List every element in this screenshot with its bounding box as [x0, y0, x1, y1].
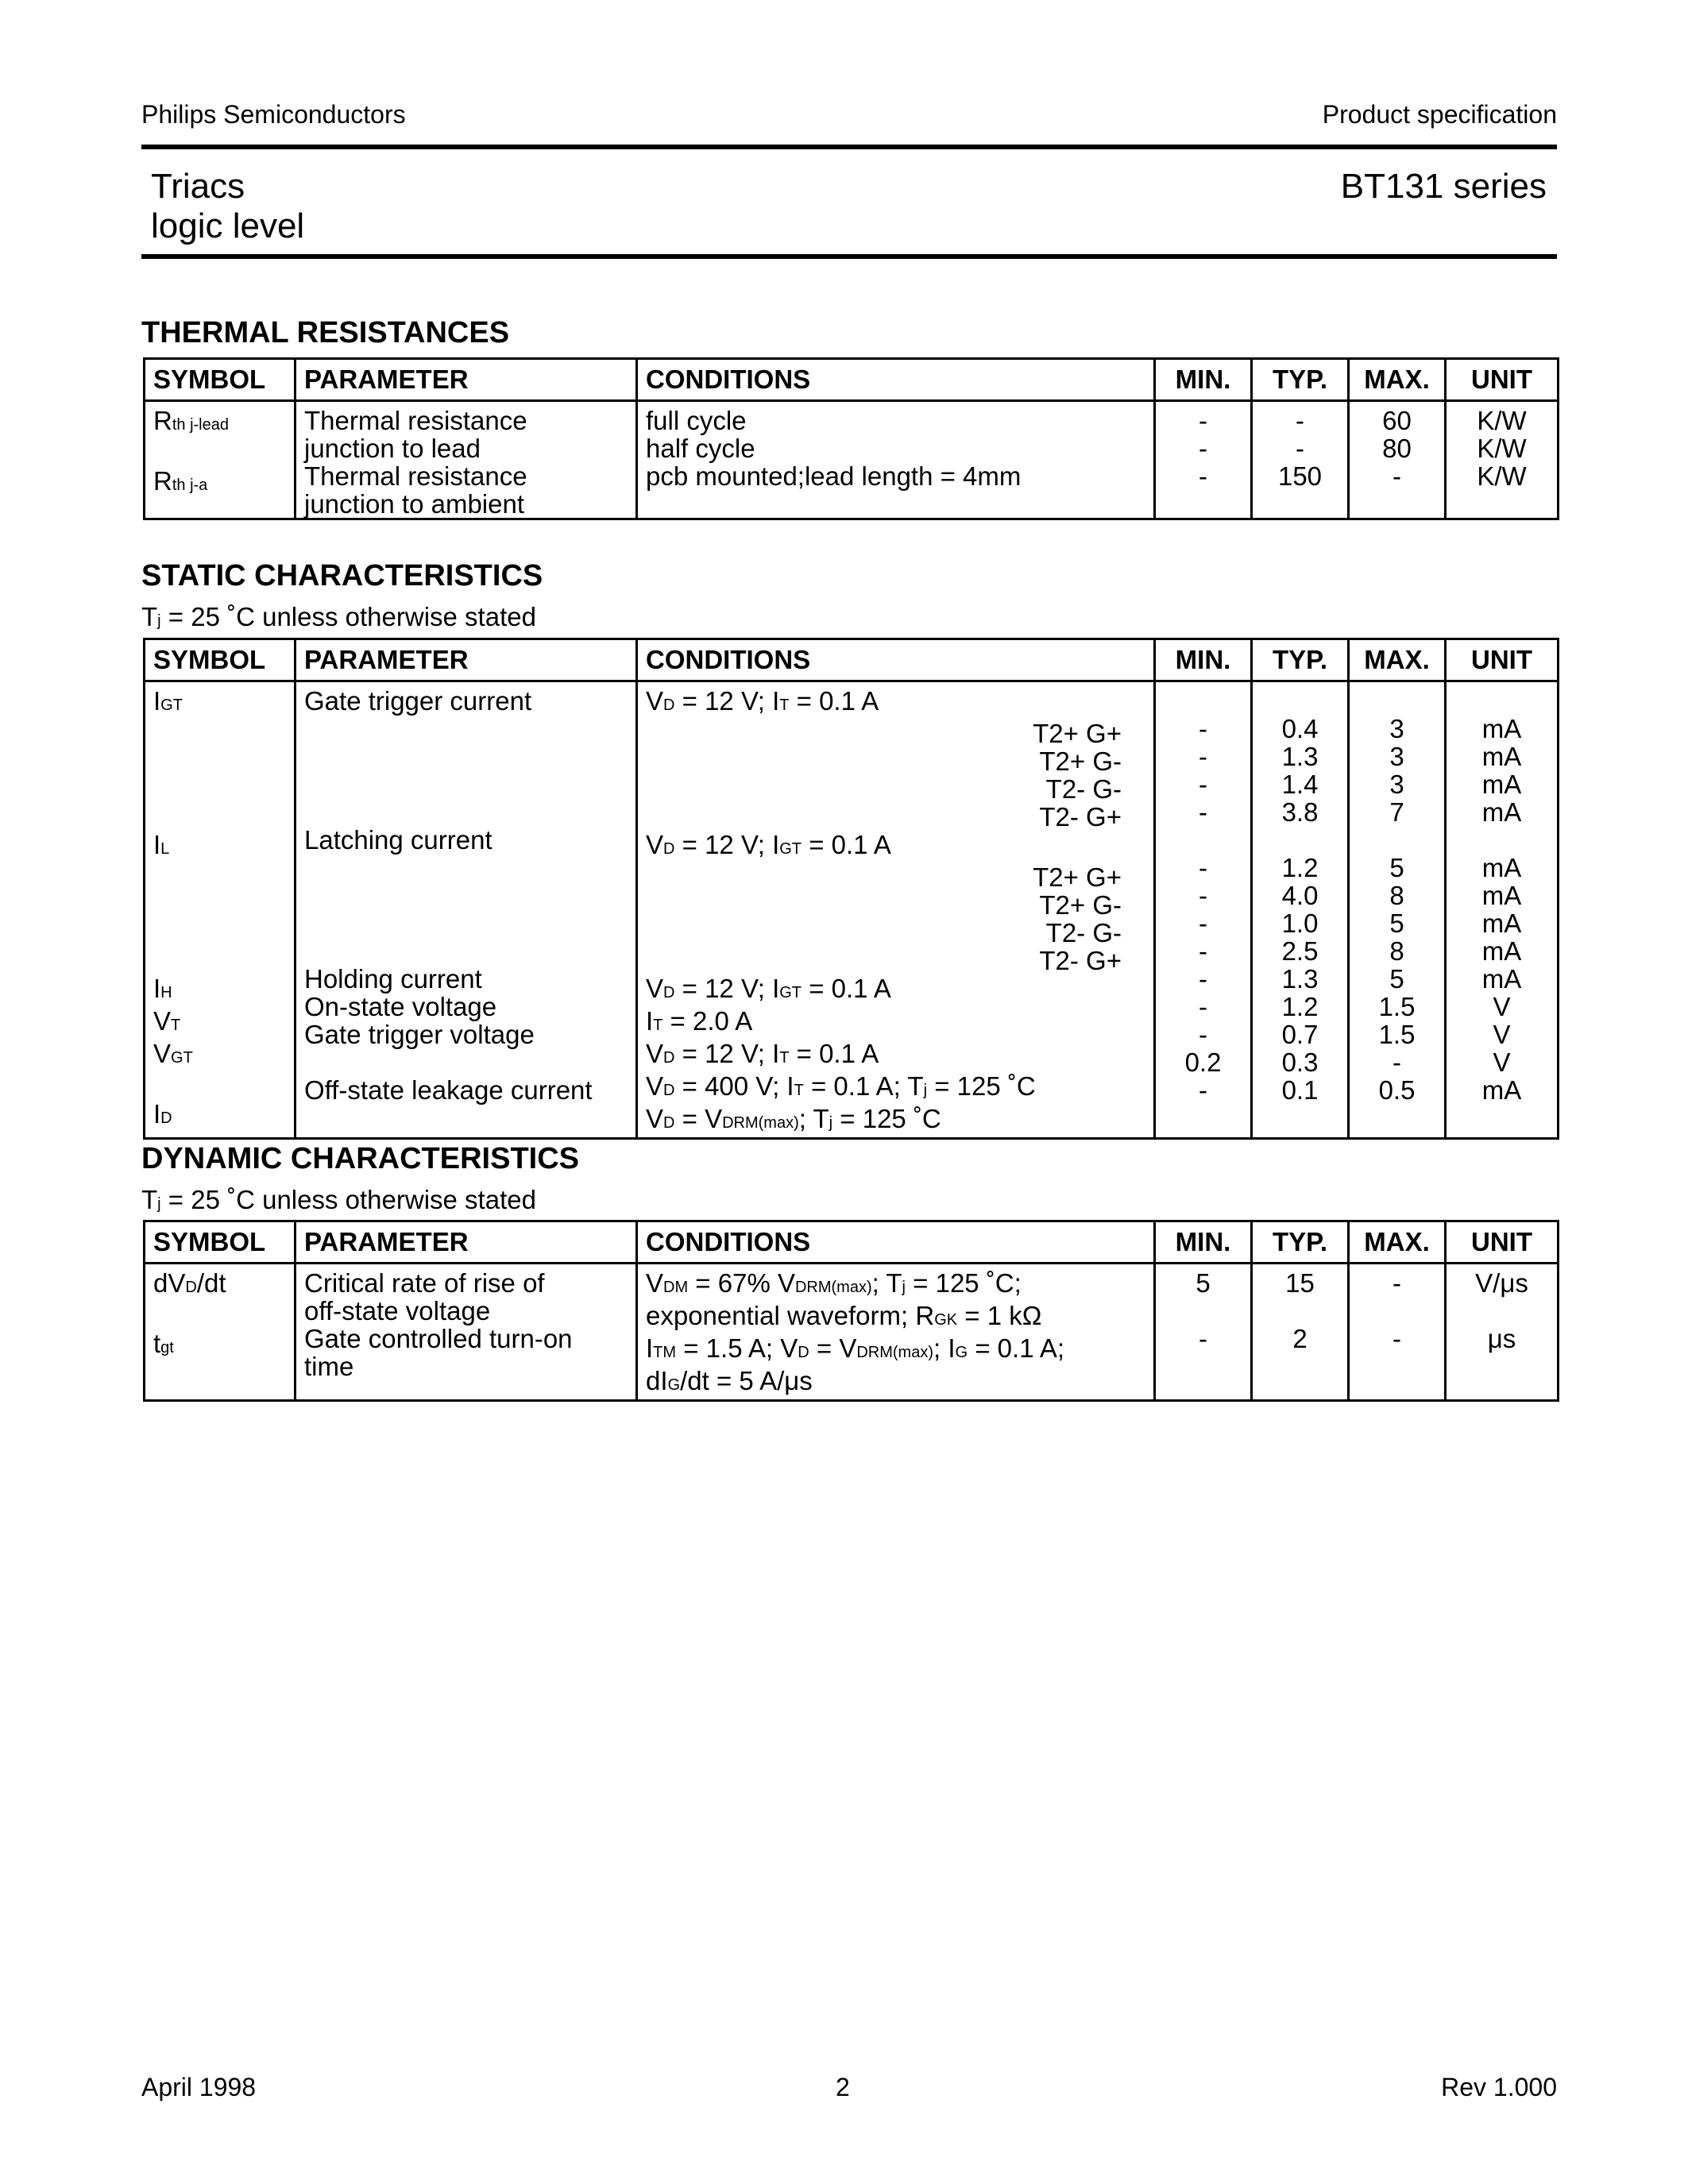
col-max: MAX. — [1349, 639, 1446, 681]
max-cell: 3 3 3 7 5 8 5 8 5 1.5 1.5 - 0.5 — [1349, 681, 1446, 1139]
dynamic-conditions-note: Tj = 25 ˚C unless otherwise stated — [141, 1185, 536, 1214]
typ-cell: 0.4 1.3 1.4 3.8 1.2 4.0 1.0 2.5 1.3 1.2 0.7 0.3 0.1 — [1252, 681, 1349, 1139]
max-cell: - - — [1349, 1264, 1446, 1401]
col-typ: TYP. — [1252, 639, 1349, 681]
header-rule-top — [141, 145, 1557, 149]
col-parameter: PARAMETER — [295, 639, 637, 681]
dynamic-table — [143, 1220, 1559, 1402]
header-rule-bottom — [141, 254, 1557, 259]
unit-cell: V/μs μs — [1446, 1264, 1559, 1401]
symbol-cell: Rth j-lead Rth j-a — [145, 401, 295, 519]
col-max: MAX. — [1349, 359, 1446, 401]
col-min: MIN. — [1155, 359, 1252, 401]
thermal-table — [143, 357, 1559, 520]
parameter-cell: Thermal resistance junction to lead Thermal resistance junction to ambient — [295, 401, 637, 519]
thermal-section-title: THERMAL RESISTANCES — [141, 316, 510, 349]
table-row — [145, 401, 1559, 519]
col-symbol: SYMBOL — [145, 639, 295, 681]
static-conditions-note: Tj = 25 ˚C unless otherwise stated — [141, 602, 536, 631]
static-table — [143, 638, 1559, 1140]
parameter-cell: Critical rate of rise of off-state voltage Gate controlled turn-on time — [295, 1264, 637, 1401]
col-typ: TYP. — [1252, 1221, 1349, 1264]
col-conditions: CONDITIONS — [637, 359, 1155, 401]
min-cell: - - - - - - - - - - - 0.2 - — [1155, 681, 1252, 1139]
footer-revision: Rev 1.000 — [1441, 2073, 1557, 2101]
symbol-cell: dVD/dt tgt — [145, 1264, 295, 1401]
col-typ: TYP. — [1252, 359, 1349, 401]
device-title-line2: logic level — [151, 206, 305, 245]
symbol-cell: IGT IL IH VT VGT ID — [145, 681, 295, 1139]
col-unit: UNIT — [1446, 1221, 1559, 1264]
min-cell: 5 - — [1155, 1264, 1252, 1401]
min-cell: - - - — [1155, 401, 1252, 519]
table-header-row — [145, 1221, 1559, 1264]
parameter-cell: Gate trigger current Latching current Holding current On-state voltage Gate trigger voltage Off-state leakage current — [295, 681, 637, 1139]
col-max: MAX. — [1349, 1221, 1446, 1264]
footer-date: April 1998 — [141, 2073, 257, 2101]
col-conditions: CONDITIONS — [637, 639, 1155, 681]
table-header-row — [145, 639, 1559, 681]
col-parameter: PARAMETER — [295, 359, 637, 401]
conditions-cell: VD = 12 V; IT = 0.1 A T2+ G+ T2+ G- T2- G- T2- G+ VD = 12 V; IGT = 0.1 A T2+ G+ T2+ G- T2- G- T2- G+ VD = 12 V; IGT = 0.1 A IT = 2.0 A VD = 12 V; IT = 0.1 A VD = 400 V; IT = 0.1 A; Tj = 125 ˚C VD = VDRM(max); Tj = 125 ˚C — [637, 681, 1155, 1139]
col-symbol: SYMBOL — [145, 1221, 295, 1264]
col-min: MIN. — [1155, 639, 1252, 681]
col-unit: UNIT — [1446, 359, 1559, 401]
typ-cell: 15 2 — [1252, 1264, 1349, 1401]
col-conditions: CONDITIONS — [637, 1221, 1155, 1264]
table-row — [145, 681, 1559, 1139]
table-header-row — [145, 359, 1559, 401]
col-min: MIN. — [1155, 1221, 1252, 1264]
footer-page-number: 2 — [836, 2073, 850, 2101]
company-name: Philips Semiconductors — [141, 100, 406, 129]
static-section-title: STATIC CHARACTERISTICS — [141, 559, 543, 592]
typ-cell: - - 150 — [1252, 401, 1349, 519]
col-symbol: SYMBOL — [145, 359, 295, 401]
dynamic-section-title: DYNAMIC CHARACTERISTICS — [141, 1142, 579, 1175]
max-cell: 60 80 - — [1349, 401, 1446, 519]
conditions-cell: VDM = 67% VDRM(max); Tj = 125 ˚C; exponential waveform; RGK = 1 kΩ ITM = 1.5 A; VD = VDRM(max); IG = 0.1 A; dIG/dt = 5 A/μs — [637, 1264, 1155, 1401]
part-number: BT131 series — [1340, 167, 1547, 206]
table-row — [145, 1264, 1559, 1401]
device-title-line1: Triacs — [151, 167, 245, 206]
unit-cell: K/W K/W K/W — [1446, 401, 1559, 519]
col-unit: UNIT — [1446, 639, 1559, 681]
col-parameter: PARAMETER — [295, 1221, 637, 1264]
device-title — [151, 167, 304, 246]
conditions-cell: full cycle half cycle pcb mounted;lead length = 4mm — [637, 401, 1155, 519]
document-type: Product specification — [1322, 100, 1557, 129]
unit-cell: mA mA mA mA mA mA mA mA mA V V V mA — [1446, 681, 1559, 1139]
